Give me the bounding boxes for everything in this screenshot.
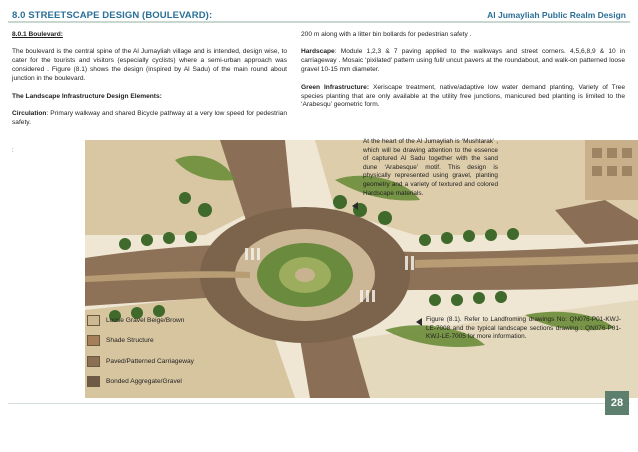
legend-item	[87, 312, 222, 329]
arrow-left-icon	[352, 202, 358, 210]
stray-colon: :	[12, 148, 14, 154]
callout-figure-reference: Figure (8.1). Refer to Landfroming drawings No: QN076-P01-KWJ-LE-7008 and the typical landscape sections drawing : QN076-P01-KWJ-LE-7005 for more information.	[426, 316, 621, 341]
callout-mushtarak: At the heart of the Al Jumayliah is ‘Mushtarak’ , which will be drawing attention to the essence of captured Al Sadu together with the sand dune ‘Arabesque’ motif. This design is physically represented using gravel, planting geometry and a variety of textured and colored Hardscape materials.	[363, 138, 498, 197]
legend-swatch	[87, 335, 100, 346]
legend-item	[87, 353, 222, 370]
hardscape-text: : Module 1,2,3 & 7 paving applied to the walkways and street corners. 4,5,6,8,9 & 10 in carriageway . Mosaic ‘pixilated’ pattern using full/ uncut pavers at the roundabout, and walk-on patterned loose gravel 10-15 mm diameter.	[301, 48, 625, 74]
continuation-text: 200 m along with a litter bin bollards for pedestrian safety .	[301, 31, 472, 38]
circulation-text: : Primary walkway and shared Bicycle pathway at a very low speed for pedestrian safety.	[12, 109, 287, 126]
arrow-left-icon	[416, 318, 422, 326]
green-paragraph	[301, 84, 625, 111]
header-rule	[8, 21, 630, 23]
right-column	[301, 31, 625, 119]
section-title: 8.0 STREETSCAPE DESIGN (BOULEVARD):	[12, 10, 213, 21]
material-legend	[87, 312, 222, 393]
circulation-paragraph	[12, 110, 287, 128]
legend-swatch	[87, 356, 100, 367]
legend-label: Bonded Aggregate/Gravel	[106, 377, 182, 385]
left-column	[12, 31, 287, 136]
hardscape-paragraph	[301, 48, 625, 75]
green-label: Green Infrastructure:	[301, 83, 370, 91]
legend-swatch	[87, 376, 100, 387]
circulation-label: Circulation	[12, 109, 47, 117]
page-number-badge: 28	[605, 391, 629, 415]
subheading: 8.0.1 Boulevard:	[12, 31, 63, 38]
elements-heading: The Landscape Infrastructure Design Elements:	[12, 92, 162, 100]
legend-label: Shade Structure	[106, 337, 154, 345]
intro-paragraph: The boulevard is the central spine of the Al Jumayliah village and is intended, design wise, to cater for the tourists and visitors (especially cyclists) where a semi-urban approach was considered . Figure (8.1) shows the design (inspired by Al Sadu) of the main round about junction in the boulevard.	[12, 48, 287, 83]
legend-swatch	[87, 315, 100, 326]
legend-label: Loose Gravel Beige/Brown	[106, 317, 185, 324]
green-text: Xeriscape treatment, native/adaptive low water demand planting, Variety of Tree species planting that are only available at the utility free junctions, manicured bed planting is limited to the ‘Arabesqu’ geometric form.	[301, 83, 625, 109]
legend-label: Paved/Patterned Carriageway	[106, 357, 194, 365]
legend-item	[87, 332, 222, 349]
legend-item	[87, 373, 222, 390]
hardscape-label: Hardscape	[301, 48, 335, 56]
document-title: Al Jumayliah Public Realm Design	[487, 10, 626, 20]
footer-rule	[8, 403, 630, 404]
